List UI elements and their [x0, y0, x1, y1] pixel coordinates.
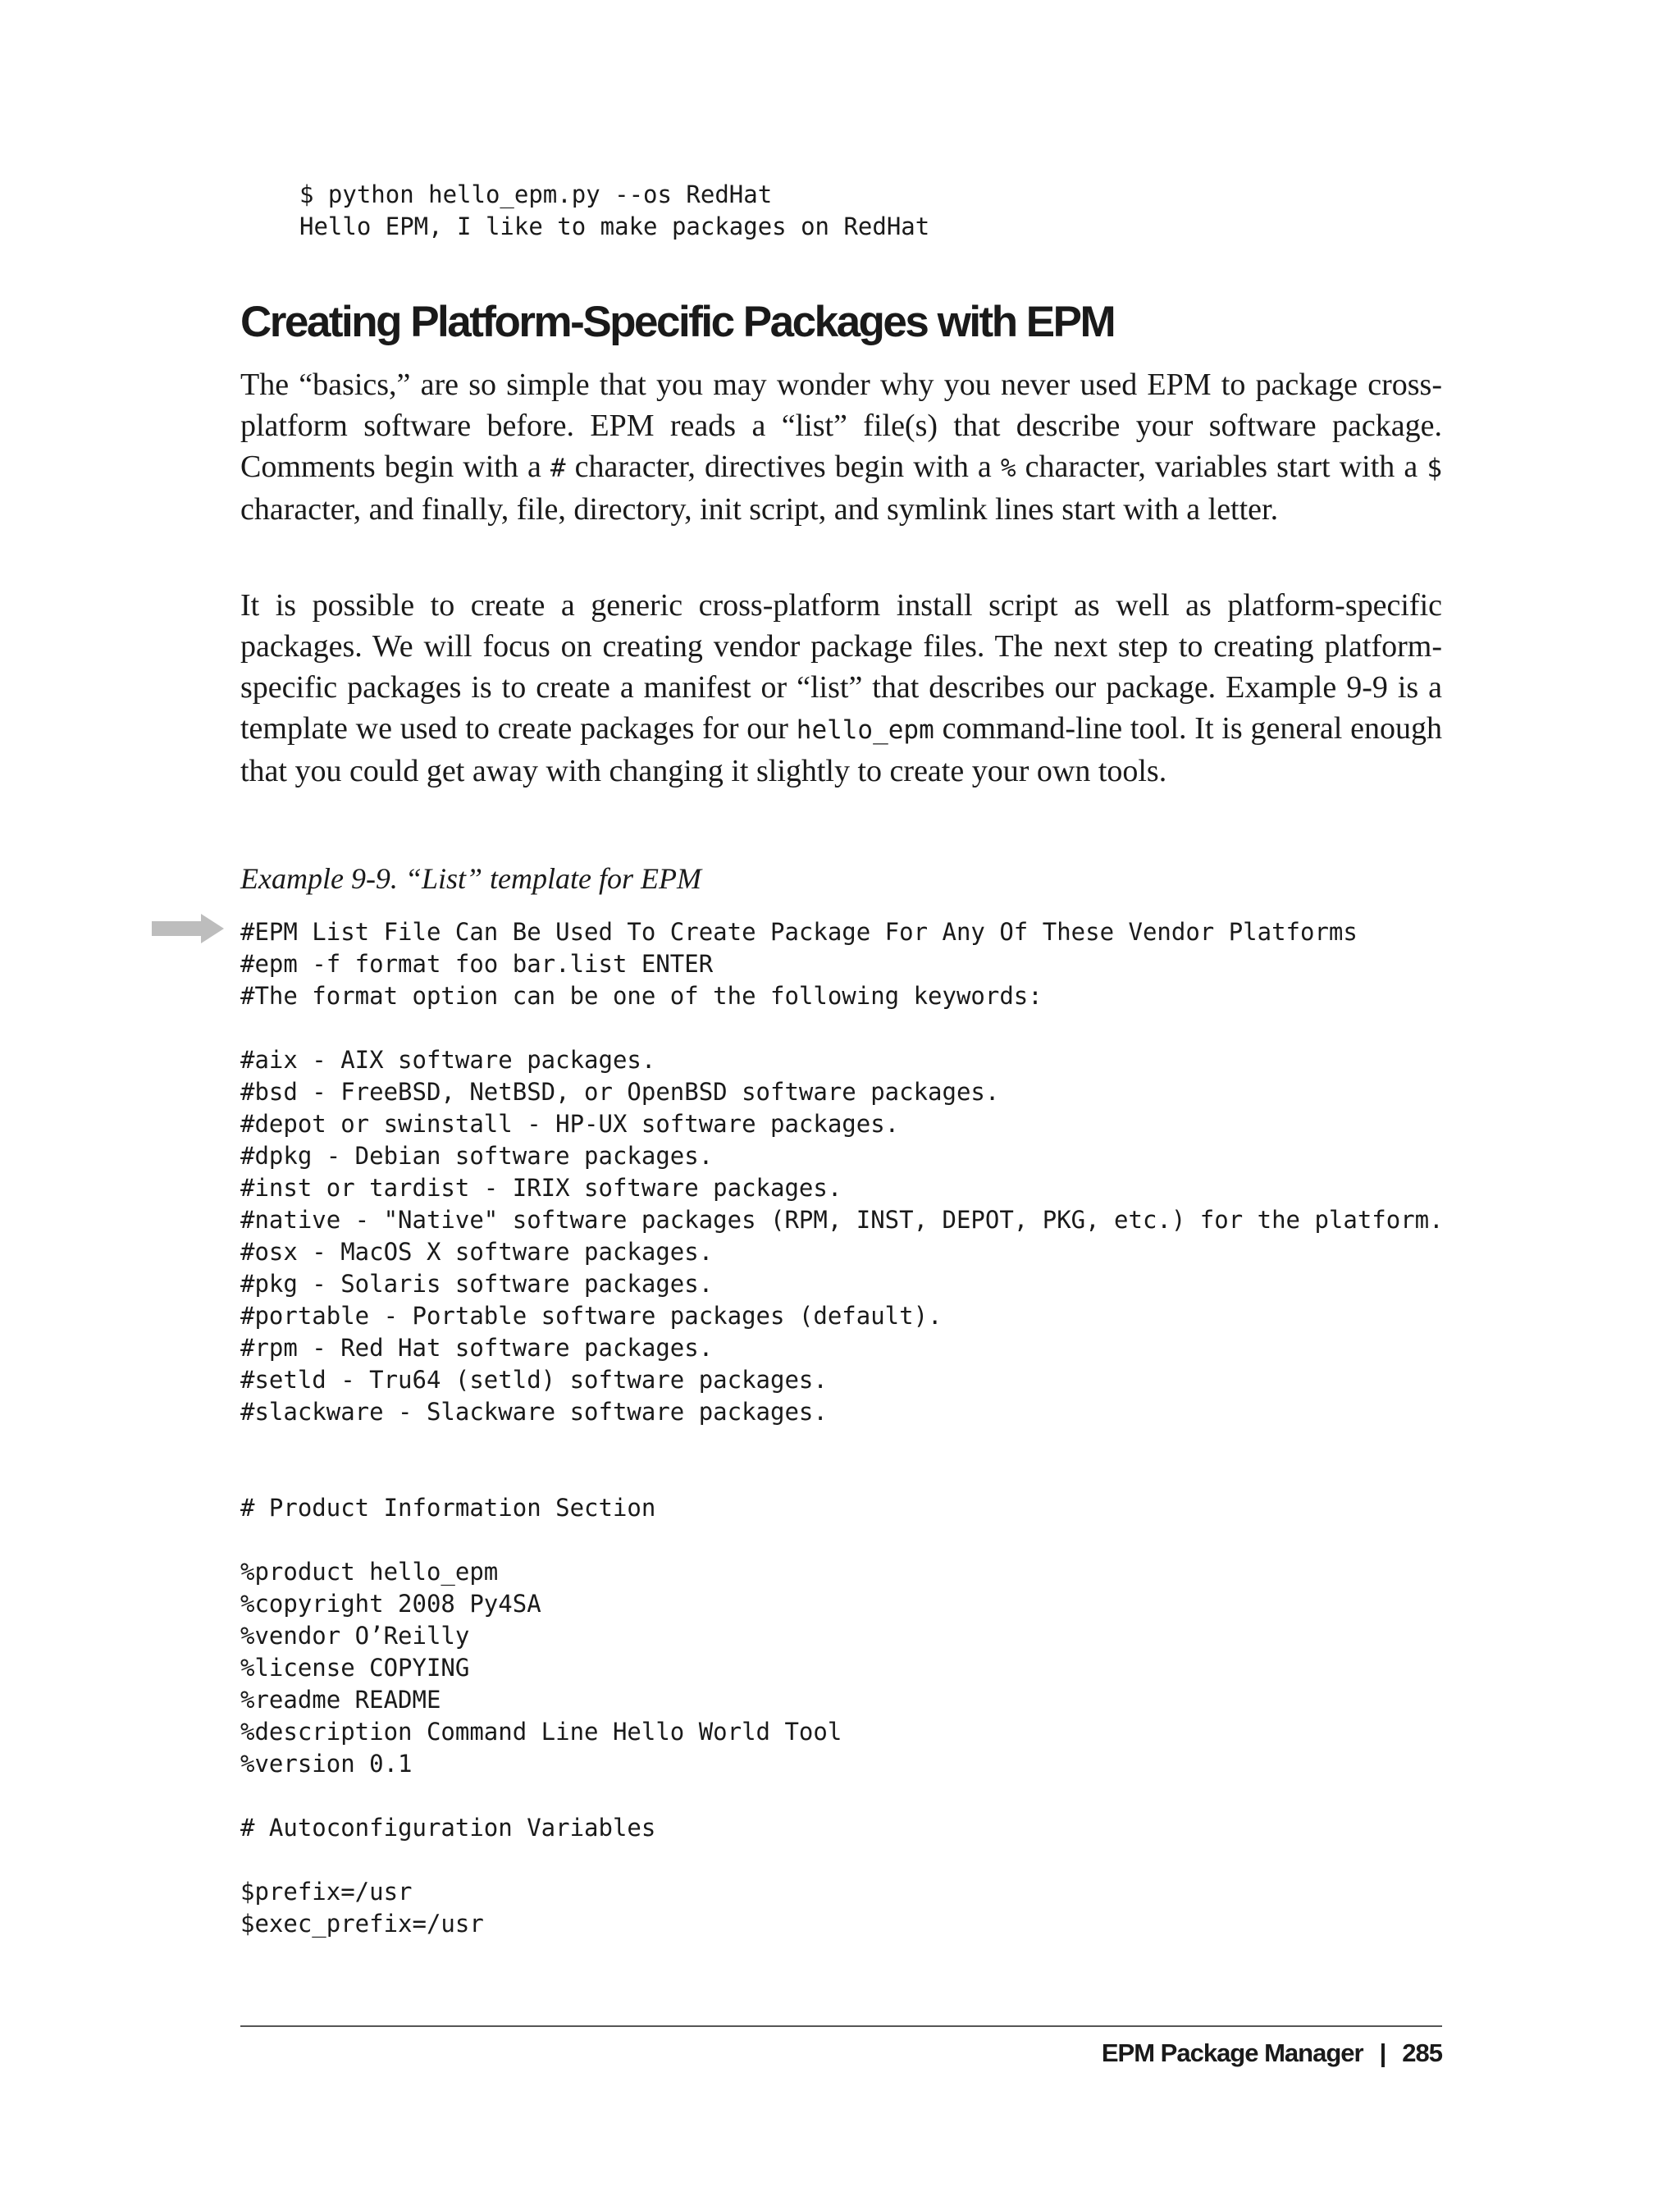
paragraph-text: command-line tool. It is general enough that you could get away with changing it slightly to create your own tools.	[240, 711, 1442, 788]
paragraph-platform-specific	[240, 585, 1442, 792]
inline-code: hello_epm	[796, 715, 934, 745]
paragraph-text: character, directives begin with a	[565, 450, 1001, 484]
footer-section-title: EPM Package Manager	[1101, 2038, 1363, 2067]
inline-code: $	[1427, 454, 1442, 483]
inline-code: %	[1000, 454, 1016, 483]
footer-divider	[240, 2025, 1442, 2027]
page-footer	[1102, 2035, 1442, 2071]
footer-separator: |	[1379, 2038, 1386, 2067]
paragraph-text: character, and finally, file, directory, init script, and symlink lines start with a letter.	[240, 492, 1279, 527]
paragraph-text: character, variables start with a	[1016, 450, 1427, 484]
arrow-right-icon	[152, 914, 224, 943]
page-number: 285	[1402, 2038, 1442, 2067]
paragraph-text: The “basics,” are so simple that you may wonder why you never used EPM to package cross-platform software before. EPM reads a “list” file(s) that describe your software package. Comments begin with a	[240, 368, 1442, 484]
example-caption: Example 9-9. “List” template for EPM	[240, 862, 701, 895]
inline-code: #	[550, 454, 566, 483]
code-snippet-output: $ python hello_epm.py --os RedHat Hello EPM, I like to make packages on RedHat	[299, 180, 930, 240]
code-listing-epm-template: #EPM List File Can Be Used To Create Package For Any Of These Vendor Platforms #epm -f format foo bar.list ENTER #The format option can be one of the following keywords: #aix - AIX software packages. #bsd - FreeBSD, NetBSD, or OpenBSD software packages. #depot or swinstall - HP-UX software packages. #dpkg - Debian software packages. #inst or tardist - IRIX software packages. #native - "Native" software packages (RPM, INST, DEPOT, PKG, etc.) for the platform. #osx - MacOS X software packages. #pkg - Solaris software packages. #portable - Portable software packages (default). #rpm - Red Hat software packages. #setld - Tru64 (setld) software packages. #slackware - Slackware software packages. # Product Information Section %product hello_epm %copyright 2008 Py4SA %vendor O’Reilly %license COPYING %readme README %description Command Line Hello World Tool %version 0.1 # Autoconfiguration Variables $prefix=/usr $exec_prefix=/usr	[240, 918, 1444, 1938]
section-heading: Creating Platform-Specific Packages with EPM	[240, 298, 1115, 346]
paragraph-basics	[240, 364, 1442, 530]
paragraph-text: It is possible to create a generic cross-platform install script as well as platform-specific packages. We will focus on creating vendor package files. The next step to creating platform-specific packages is to create a manifest or “list” that describes our package. Example 9-9 is a template we used to create packages for our	[240, 588, 1442, 746]
